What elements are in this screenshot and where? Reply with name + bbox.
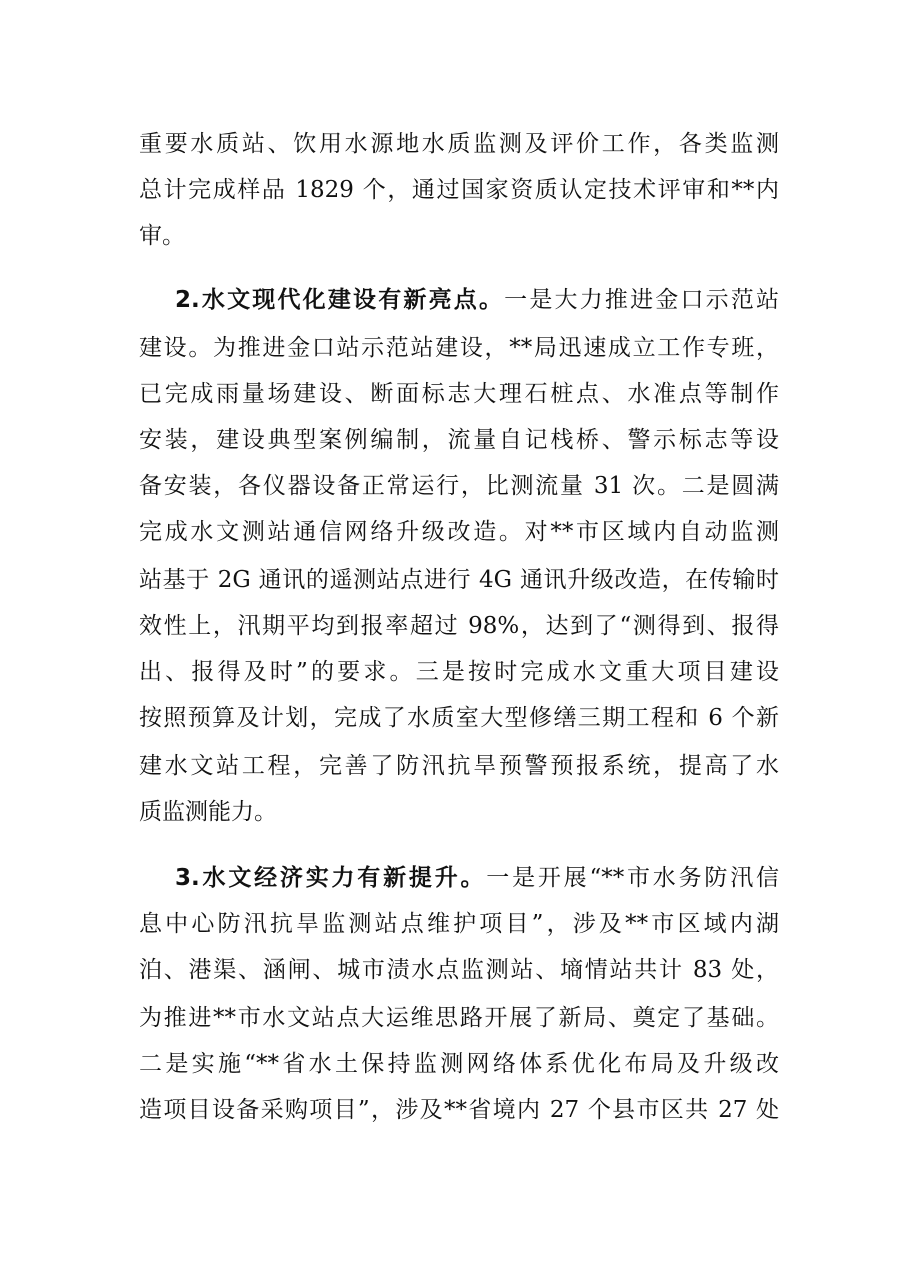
paragraph-line: 备安装，各仪器设备正常运行，比测流量 31 次。二是圆满	[139, 473, 779, 499]
section-3-heading: 3.水文经济实力有新提升。	[175, 865, 487, 891]
section-2-first-line	[175, 280, 779, 320]
paragraph-line: 泊、港渠、涵闸、城市渍水点监测站、墒情站共计 83 处，	[139, 957, 779, 983]
paragraph-line: 息中心防汛抗旱监测站点维护项目”，涉及**市区域内湖	[139, 911, 779, 937]
section-2-text: 一是大力推进金口示范站	[504, 287, 779, 313]
paragraph-line: 完成水文测站通信网络升级改造。对**市区域内自动监测	[139, 519, 779, 545]
paragraph-line: 为推进**市水文站点大运维思路开展了新局、奠定了基础。	[139, 1005, 779, 1031]
section-3-first-line	[175, 858, 779, 898]
paragraph-line: 重要水质站、饮用水源地水质监测及评价工作，各类监测	[139, 131, 779, 157]
paragraph-line: 总计完成样品 1829 个，通过国家资质认定技术评审和**内	[139, 177, 779, 203]
paragraph-line: 审。	[139, 223, 185, 249]
section-3-text: 一是开展“**市水务防汛信	[486, 865, 779, 891]
paragraph-line: 安装，建设典型案例编制，流量自记栈桥、警示标志等设	[139, 427, 779, 453]
paragraph-line: 造项目设备采购项目”，涉及**省境内 27 个县市区共 27 处	[139, 1097, 779, 1123]
paragraph-line: 已完成雨量场建设、断面标志大理石桩点、水准点等制作	[139, 381, 779, 407]
paragraph-line: 出、报得及时”的要求。三是按时完成水文重大项目建设	[139, 659, 779, 685]
paragraph-line: 建水文站工程，完善了防汛抗旱预警预报系统，提高了水	[139, 753, 779, 779]
paragraph-line: 质监测能力。	[139, 799, 277, 825]
section-2-heading: 2.水文现代化建设有新亮点。	[175, 287, 505, 313]
paragraph-line: 二是实施“**省水土保持监测网络体系优化布局及升级改	[139, 1051, 779, 1077]
paragraph-line: 建设。为推进金口站示范站建设，**局迅速成立工作专班，	[139, 335, 779, 361]
paragraph-line: 站基于 2G 通讯的遥测站点进行 4G 通讯升级改造，在传输时	[139, 567, 779, 593]
paragraph-line: 按照预算及计划，完成了水质室大型修缮三期工程和 6 个新	[139, 705, 779, 731]
paragraph-line: 效性上，汛期平均到报率超过 98%，达到了“测得到、报得	[139, 613, 779, 639]
